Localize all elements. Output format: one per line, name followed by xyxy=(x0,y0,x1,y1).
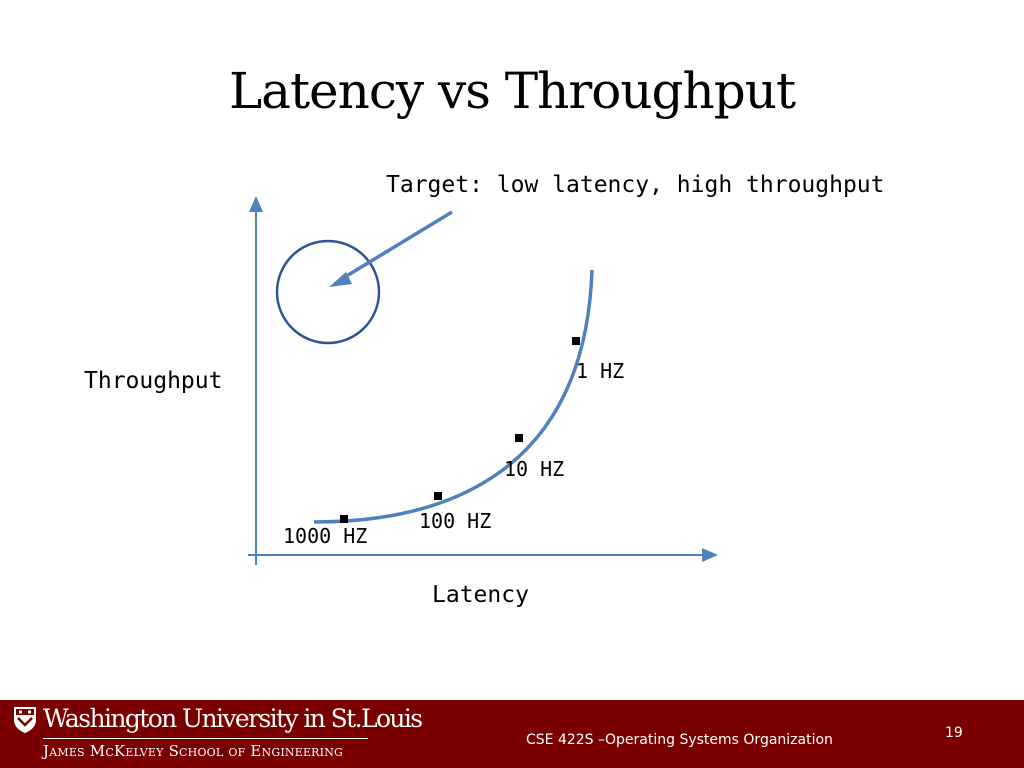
x-axis-arrowhead xyxy=(702,548,718,562)
point-label-100hz: 100 HZ xyxy=(419,509,492,533)
point-label-10hz: 10 HZ xyxy=(504,457,565,481)
marker-1hz xyxy=(572,337,580,345)
target-arrow xyxy=(340,212,452,280)
marker-100hz xyxy=(434,492,442,500)
logo-divider xyxy=(43,738,368,739)
slide-title: Latency vs Throughput xyxy=(228,62,796,120)
course-name: CSE 422S –Operating Systems Organization xyxy=(526,732,833,748)
y-axis-arrowhead xyxy=(249,196,263,212)
footer-bar xyxy=(0,700,1024,768)
x-axis-label: Latency xyxy=(432,582,529,608)
shield-icon xyxy=(13,706,37,734)
point-label-1hz: 1 HZ xyxy=(576,359,625,383)
logo-school-name: James McKelvey School of Engineering xyxy=(43,742,344,760)
marker-1000hz xyxy=(340,515,348,523)
y-axis-label: Throughput xyxy=(84,368,223,394)
marker-10hz xyxy=(515,434,523,442)
target-circle xyxy=(277,241,379,343)
latency-throughput-curve xyxy=(314,270,592,522)
logo-university-name: Washington University in St.Louis xyxy=(43,704,422,733)
target-label: Target: low latency, high throughput xyxy=(386,172,885,198)
page-number: 19 xyxy=(945,725,963,741)
university-logo xyxy=(13,704,422,764)
point-label-1000hz: 1000 HZ xyxy=(283,524,368,548)
